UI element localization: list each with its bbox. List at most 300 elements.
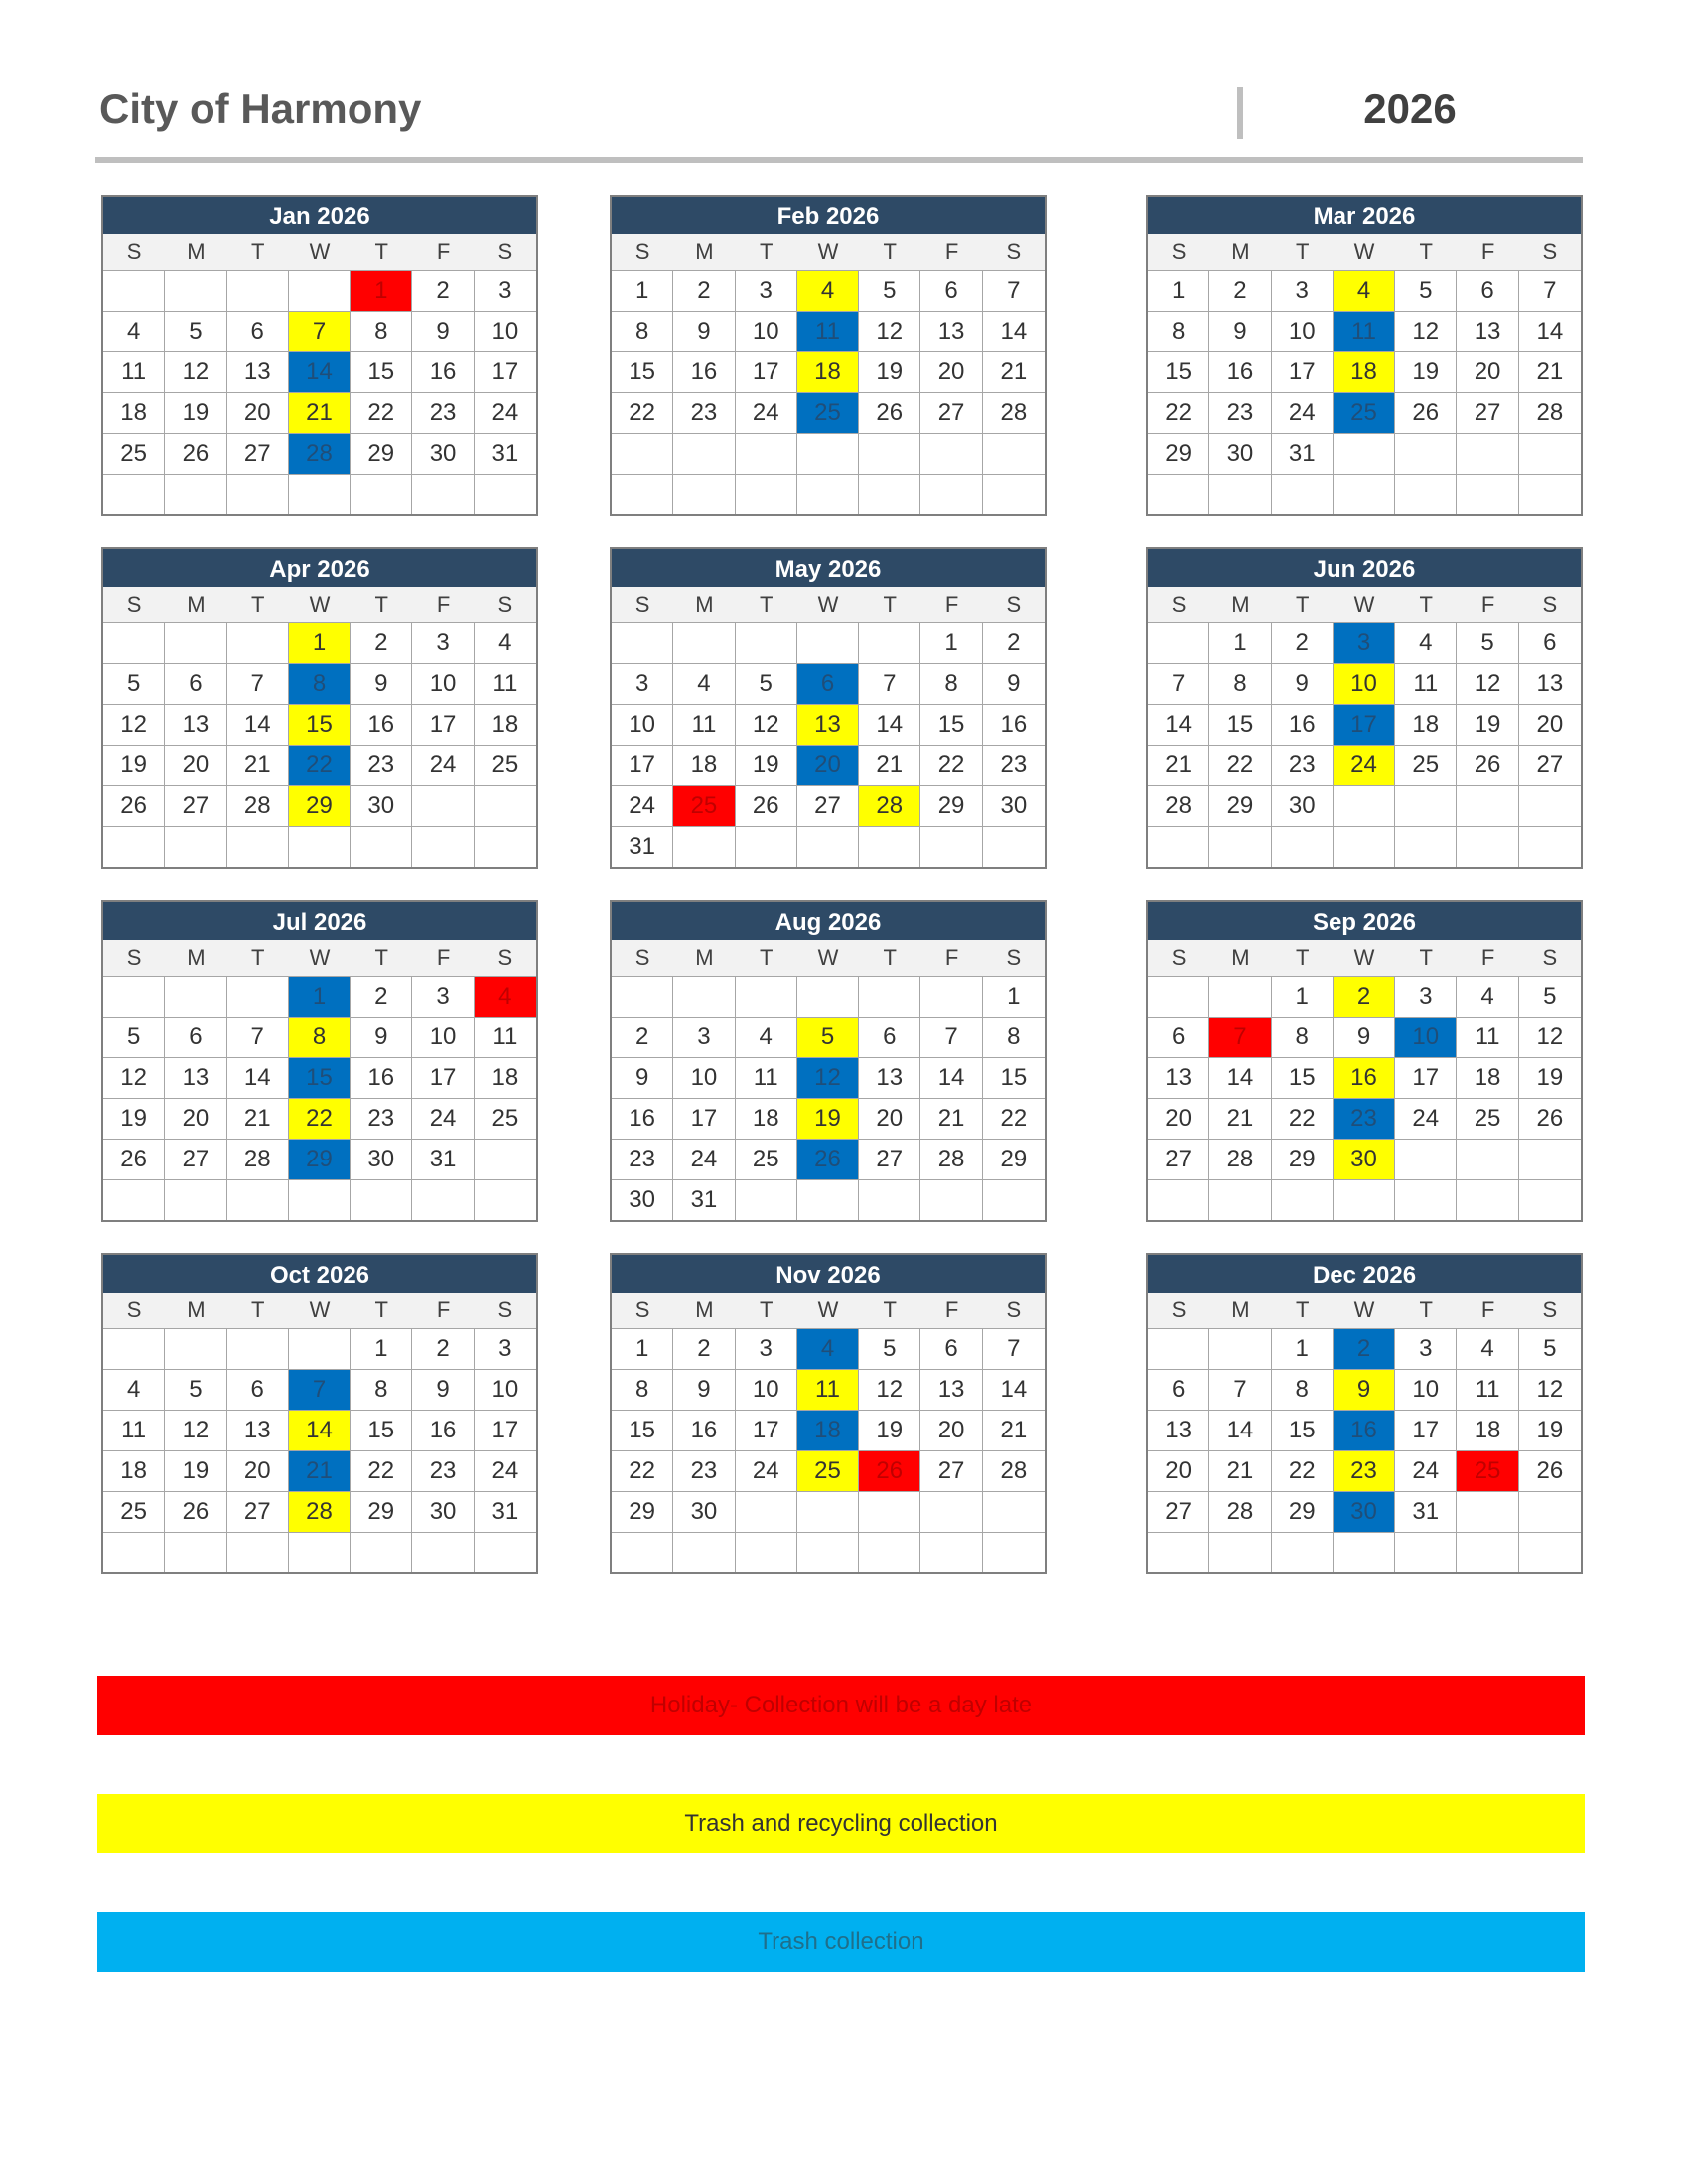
day-grid: [1148, 622, 1581, 867]
day-cell: 26: [103, 1139, 165, 1179]
day-cell: 28: [983, 1450, 1045, 1491]
day-cell: 26: [736, 785, 797, 826]
calendar-year: 2026: [1363, 85, 1457, 132]
day-cell: 22: [351, 392, 412, 433]
day-cell: 31: [1395, 1491, 1457, 1532]
day-cell: 21: [1148, 745, 1209, 785]
weekday-label: F: [1480, 1297, 1495, 1322]
day-cell: 30: [1334, 1491, 1395, 1532]
day-cell: 24: [1395, 1098, 1457, 1139]
empty-cell: [673, 474, 735, 514]
empty-cell: [165, 976, 226, 1017]
empty-cell: [1209, 976, 1271, 1017]
day-cell: 25: [797, 392, 859, 433]
weekday-header: [612, 234, 1045, 270]
day-cell: 19: [797, 1098, 859, 1139]
day-cell: 15: [351, 351, 412, 392]
weekday-label: S: [634, 1297, 650, 1322]
empty-cell: [1334, 1532, 1395, 1572]
weekday-label: W: [817, 239, 839, 264]
month-calendar: [1146, 195, 1583, 516]
day-cell: 16: [612, 1098, 673, 1139]
weekday-label: M: [187, 239, 206, 264]
day-cell: 9: [351, 663, 412, 704]
day-cell: 20: [859, 1098, 920, 1139]
weekday-header: [103, 234, 536, 270]
weekday-label: F: [1480, 239, 1495, 264]
day-cell: 28: [1209, 1491, 1271, 1532]
weekday-label: S: [1542, 945, 1558, 970]
day-cell: 4: [736, 1017, 797, 1057]
day-cell: 29: [1209, 785, 1271, 826]
month-title: Feb 2026: [612, 197, 1045, 234]
day-grid: [1148, 976, 1581, 1220]
weekday-label: M: [1231, 1297, 1250, 1322]
month-calendar: [610, 547, 1047, 869]
day-cell: 9: [673, 1369, 735, 1410]
day-cell: 2: [673, 270, 735, 311]
weekday-label: M: [1231, 592, 1250, 616]
day-cell: 8: [351, 1369, 412, 1410]
day-cell: 26: [165, 433, 226, 474]
day-cell: 30: [1334, 1139, 1395, 1179]
day-cell: 29: [920, 785, 982, 826]
day-cell: 27: [1457, 392, 1518, 433]
weekday-label: W: [309, 945, 331, 970]
empty-cell: [351, 1532, 412, 1572]
weekday-label: M: [187, 945, 206, 970]
day-cell: 3: [475, 1328, 536, 1369]
day-cell: 14: [983, 311, 1045, 351]
day-cell: 26: [1519, 1450, 1581, 1491]
day-cell: 4: [797, 270, 859, 311]
day-cell: 25: [1334, 392, 1395, 433]
day-cell: 16: [673, 1410, 735, 1450]
day-grid: [1148, 270, 1581, 514]
empty-cell: [1395, 826, 1457, 867]
empty-cell: [165, 826, 226, 867]
day-cell: 29: [289, 785, 351, 826]
day-cell: 18: [1457, 1410, 1518, 1450]
empty-cell: [227, 1532, 289, 1572]
weekday-header: [103, 1293, 536, 1328]
day-cell: 25: [736, 1139, 797, 1179]
weekday-label: W: [1353, 945, 1375, 970]
empty-cell: [1457, 1532, 1518, 1572]
day-cell: 10: [612, 704, 673, 745]
empty-cell: [1272, 474, 1334, 514]
empty-cell: [797, 433, 859, 474]
day-cell: 17: [612, 745, 673, 785]
weekday-label: S: [497, 239, 513, 264]
day-cell: 7: [920, 1017, 982, 1057]
day-cell: 12: [165, 351, 226, 392]
day-cell: 28: [289, 1491, 351, 1532]
empty-cell: [1272, 1179, 1334, 1220]
day-cell: 1: [1148, 270, 1209, 311]
empty-cell: [797, 1491, 859, 1532]
day-cell: 6: [859, 1017, 920, 1057]
empty-cell: [920, 1532, 982, 1572]
empty-cell: [289, 474, 351, 514]
weekday-label: M: [695, 592, 714, 616]
empty-cell: [1148, 1328, 1209, 1369]
day-cell: 24: [612, 785, 673, 826]
day-cell: 15: [1148, 351, 1209, 392]
weekday-header: [612, 1293, 1045, 1328]
day-cell: 5: [1519, 976, 1581, 1017]
day-cell: 20: [920, 351, 982, 392]
day-cell: 16: [412, 351, 474, 392]
day-cell: 19: [736, 745, 797, 785]
empty-cell: [1395, 474, 1457, 514]
empty-cell: [1209, 1179, 1271, 1220]
day-cell: 12: [736, 704, 797, 745]
weekday-label: T: [883, 1297, 897, 1322]
day-cell: 19: [859, 1410, 920, 1450]
month-title: Jan 2026: [103, 197, 536, 234]
empty-cell: [1457, 1139, 1518, 1179]
empty-cell: [736, 1532, 797, 1572]
day-cell: 27: [1148, 1139, 1209, 1179]
weekday-label: T: [883, 239, 897, 264]
day-cell: 10: [475, 1369, 536, 1410]
day-cell: 28: [1209, 1139, 1271, 1179]
day-cell: 27: [227, 433, 289, 474]
empty-cell: [103, 1532, 165, 1572]
empty-cell: [859, 826, 920, 867]
empty-cell: [165, 1328, 226, 1369]
day-cell: 16: [1334, 1057, 1395, 1098]
empty-cell: [797, 976, 859, 1017]
empty-cell: [412, 1179, 474, 1220]
day-cell: 5: [165, 1369, 226, 1410]
day-cell: 7: [227, 663, 289, 704]
day-cell: 27: [920, 1450, 982, 1491]
day-cell: 27: [920, 392, 982, 433]
empty-cell: [1334, 1179, 1395, 1220]
empty-cell: [797, 1179, 859, 1220]
day-cell: 2: [412, 270, 474, 311]
day-cell: 13: [165, 1057, 226, 1098]
weekday-label: T: [374, 1297, 388, 1322]
legend-trash: Trash collection: [97, 1912, 1585, 1972]
day-cell: 8: [1272, 1017, 1334, 1057]
day-cell: 8: [289, 1017, 351, 1057]
weekday-label: F: [944, 239, 959, 264]
day-cell: 20: [165, 1098, 226, 1139]
legend-holiday: Holiday- Collection will be a day late: [97, 1676, 1585, 1735]
day-cell: 24: [1395, 1450, 1457, 1491]
weekday-label: F: [944, 945, 959, 970]
weekday-label: S: [1006, 1297, 1022, 1322]
day-cell: 6: [1519, 622, 1581, 663]
empty-cell: [673, 622, 735, 663]
day-cell: 4: [475, 622, 536, 663]
day-cell: 31: [1272, 433, 1334, 474]
day-cell: 18: [673, 745, 735, 785]
empty-cell: [103, 622, 165, 663]
weekday-header: [1148, 234, 1581, 270]
empty-cell: [227, 1179, 289, 1220]
empty-cell: [859, 1532, 920, 1572]
day-cell: 29: [289, 1139, 351, 1179]
day-cell: 6: [1148, 1017, 1209, 1057]
weekday-label: T: [250, 239, 265, 264]
day-cell: 7: [1209, 1369, 1271, 1410]
weekday-label: T: [1295, 1297, 1310, 1322]
day-cell: 18: [1457, 1057, 1518, 1098]
empty-cell: [475, 1179, 536, 1220]
empty-cell: [859, 474, 920, 514]
day-cell: 6: [920, 1328, 982, 1369]
empty-cell: [1334, 474, 1395, 514]
empty-cell: [227, 622, 289, 663]
day-cell: 23: [1334, 1450, 1395, 1491]
empty-cell: [475, 1532, 536, 1572]
weekday-label: W: [309, 1297, 331, 1322]
day-cell: 16: [1209, 351, 1271, 392]
day-cell: 4: [1395, 622, 1457, 663]
empty-cell: [1209, 1328, 1271, 1369]
weekday-label: T: [759, 945, 774, 970]
day-cell: 15: [1209, 704, 1271, 745]
day-cell: 25: [797, 1450, 859, 1491]
day-cell: 6: [227, 1369, 289, 1410]
empty-cell: [797, 622, 859, 663]
empty-cell: [1519, 433, 1581, 474]
empty-cell: [289, 1179, 351, 1220]
day-cell: 2: [1272, 622, 1334, 663]
weekday-label: F: [944, 592, 959, 616]
day-cell: 24: [1334, 745, 1395, 785]
day-cell: 25: [103, 1491, 165, 1532]
day-cell: 6: [227, 311, 289, 351]
month-calendar: [101, 1253, 538, 1574]
empty-cell: [920, 976, 982, 1017]
day-cell: 14: [1519, 311, 1581, 351]
day-cell: 29: [1272, 1491, 1334, 1532]
day-cell: 3: [475, 270, 536, 311]
day-cell: 17: [1395, 1410, 1457, 1450]
weekday-header: [612, 587, 1045, 622]
day-cell: 6: [920, 270, 982, 311]
day-cell: 15: [1272, 1410, 1334, 1450]
day-cell: 3: [412, 622, 474, 663]
day-cell: 4: [1457, 976, 1518, 1017]
day-cell: 18: [475, 704, 536, 745]
day-cell: 1: [351, 1328, 412, 1369]
day-cell: 2: [612, 1017, 673, 1057]
day-cell: 27: [859, 1139, 920, 1179]
empty-cell: [859, 622, 920, 663]
day-cell: 31: [475, 1491, 536, 1532]
empty-cell: [1209, 826, 1271, 867]
day-cell: 12: [1519, 1017, 1581, 1057]
day-cell: 20: [1148, 1098, 1209, 1139]
month-title: May 2026: [612, 549, 1045, 587]
weekday-label: S: [1171, 239, 1187, 264]
empty-cell: [1395, 1139, 1457, 1179]
day-cell: 7: [859, 663, 920, 704]
day-cell: 23: [1209, 392, 1271, 433]
empty-cell: [673, 433, 735, 474]
day-cell: 16: [412, 1410, 474, 1450]
day-cell: 14: [1209, 1057, 1271, 1098]
empty-cell: [103, 976, 165, 1017]
empty-cell: [859, 433, 920, 474]
day-cell: 14: [289, 351, 351, 392]
day-cell: 21: [289, 392, 351, 433]
day-cell: 5: [859, 1328, 920, 1369]
day-cell: 19: [103, 1098, 165, 1139]
day-cell: 12: [1395, 311, 1457, 351]
weekday-label: S: [126, 592, 142, 616]
day-cell: 22: [612, 1450, 673, 1491]
month-calendar: [610, 195, 1047, 516]
empty-cell: [227, 826, 289, 867]
day-cell: 28: [983, 392, 1045, 433]
day-cell: 2: [412, 1328, 474, 1369]
day-cell: 7: [1519, 270, 1581, 311]
day-cell: 26: [165, 1491, 226, 1532]
day-cell: 1: [612, 1328, 673, 1369]
day-cell: 12: [859, 1369, 920, 1410]
empty-cell: [1457, 474, 1518, 514]
day-cell: 22: [1272, 1098, 1334, 1139]
weekday-label: T: [883, 945, 897, 970]
empty-cell: [920, 1179, 982, 1220]
day-cell: 10: [736, 1369, 797, 1410]
day-cell: 22: [351, 1450, 412, 1491]
empty-cell: [165, 1532, 226, 1572]
day-cell: 2: [1334, 1328, 1395, 1369]
weekday-label: M: [187, 1297, 206, 1322]
weekday-label: S: [1006, 592, 1022, 616]
empty-cell: [736, 474, 797, 514]
empty-cell: [412, 826, 474, 867]
weekday-label: S: [634, 592, 650, 616]
empty-cell: [227, 474, 289, 514]
month-title: Nov 2026: [612, 1255, 1045, 1293]
weekday-label: F: [1480, 592, 1495, 616]
empty-cell: [983, 1179, 1045, 1220]
weekday-header: [1148, 1293, 1581, 1328]
empty-cell: [1148, 976, 1209, 1017]
empty-cell: [412, 1532, 474, 1572]
empty-cell: [1519, 826, 1581, 867]
day-cell: 29: [1148, 433, 1209, 474]
day-cell: 30: [983, 785, 1045, 826]
empty-cell: [920, 826, 982, 867]
day-cell: 26: [1457, 745, 1518, 785]
weekday-label: T: [759, 592, 774, 616]
day-cell: 6: [1148, 1369, 1209, 1410]
day-cell: 18: [1334, 351, 1395, 392]
empty-cell: [1272, 1532, 1334, 1572]
day-cell: 5: [165, 311, 226, 351]
day-cell: 13: [227, 1410, 289, 1450]
day-cell: 23: [1334, 1098, 1395, 1139]
day-cell: 22: [920, 745, 982, 785]
day-cell: 13: [797, 704, 859, 745]
day-cell: 10: [1334, 663, 1395, 704]
day-cell: 27: [227, 1491, 289, 1532]
empty-cell: [983, 1532, 1045, 1572]
day-cell: 29: [1272, 1139, 1334, 1179]
day-cell: 19: [1519, 1410, 1581, 1450]
day-cell: 10: [475, 311, 536, 351]
day-cell: 30: [412, 433, 474, 474]
day-cell: 30: [412, 1491, 474, 1532]
day-cell: 15: [612, 1410, 673, 1450]
day-cell: 2: [673, 1328, 735, 1369]
weekday-label: S: [497, 592, 513, 616]
weekday-label: T: [1295, 239, 1310, 264]
weekday-label: S: [1542, 1297, 1558, 1322]
weekday-label: S: [126, 1297, 142, 1322]
empty-cell: [1519, 1179, 1581, 1220]
empty-cell: [797, 474, 859, 514]
empty-cell: [797, 826, 859, 867]
weekday-label: M: [695, 1297, 714, 1322]
day-cell: 17: [475, 1410, 536, 1450]
day-cell: 25: [1457, 1450, 1518, 1491]
weekday-label: S: [634, 239, 650, 264]
empty-cell: [612, 976, 673, 1017]
day-cell: 20: [165, 745, 226, 785]
day-cell: 1: [920, 622, 982, 663]
day-cell: 14: [227, 704, 289, 745]
day-cell: 17: [1395, 1057, 1457, 1098]
day-cell: 14: [289, 1410, 351, 1450]
day-cell: 2: [1334, 976, 1395, 1017]
empty-cell: [920, 1491, 982, 1532]
weekday-label: S: [126, 945, 142, 970]
day-cell: 4: [1334, 270, 1395, 311]
month-title: Dec 2026: [1148, 1255, 1581, 1293]
empty-cell: [289, 826, 351, 867]
day-cell: 21: [227, 1098, 289, 1139]
day-cell: 28: [1148, 785, 1209, 826]
empty-cell: [1272, 826, 1334, 867]
day-cell: 13: [920, 1369, 982, 1410]
empty-cell: [475, 826, 536, 867]
day-cell: 14: [983, 1369, 1045, 1410]
day-cell: 31: [612, 826, 673, 867]
day-cell: 28: [227, 785, 289, 826]
month-calendar: [610, 1253, 1047, 1574]
empty-cell: [859, 1491, 920, 1532]
day-cell: 3: [412, 976, 474, 1017]
day-cell: 13: [165, 704, 226, 745]
day-cell: 20: [797, 745, 859, 785]
weekday-label: T: [374, 592, 388, 616]
day-cell: 11: [1457, 1017, 1518, 1057]
day-cell: 26: [859, 1450, 920, 1491]
empty-cell: [1148, 1532, 1209, 1572]
empty-cell: [859, 976, 920, 1017]
day-cell: 10: [1395, 1369, 1457, 1410]
day-cell: 2: [1209, 270, 1271, 311]
day-cell: 11: [1334, 311, 1395, 351]
weekday-label: T: [759, 1297, 774, 1322]
day-cell: 3: [1395, 1328, 1457, 1369]
weekday-label: F: [1480, 945, 1495, 970]
day-cell: 27: [797, 785, 859, 826]
day-cell: 1: [289, 622, 351, 663]
weekday-label: F: [436, 592, 451, 616]
